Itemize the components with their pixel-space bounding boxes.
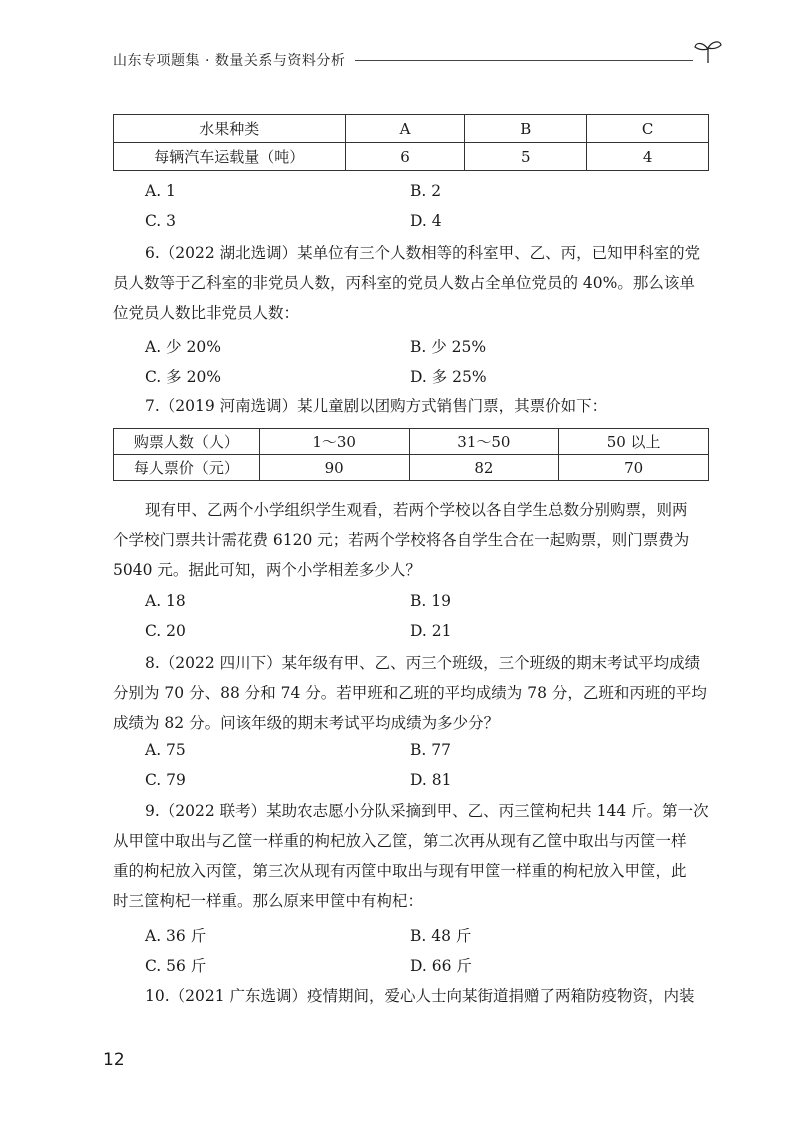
q9-line-2: 从甲筐中取出与乙筐一样重的枸杞放入乙筐，第二次再从现有乙筐中取出与丙筐一样 [113,832,687,850]
table-cell: 90 [259,455,409,481]
q8-option-a: A. 75 [145,741,186,759]
table-cell: 31～50 [409,429,559,455]
q6-line-2: 员人数等于乙科室的非党员人数，丙科室的党员人数占全单位党员的 40%。那么该单 [113,274,695,292]
q7-line-2: 个学校门票共计需花费 6120 元；若两个学校将各自学生合在一起购票，则门票费为 [113,531,690,549]
table-row [114,115,709,143]
q8-line-3: 成绩为 82 分。问该年级的期末考试平均成绩为多少分？ [113,714,500,732]
table-row [114,143,709,171]
q7-option-b: B. 19 [410,592,451,610]
q9-option-b: B. 48 斤 [410,927,472,945]
page-number: 12 [103,1050,125,1070]
q6-option-a: A. 少 20% [145,338,221,356]
table-cell: 50 以上 [559,429,709,455]
q8-line-2: 分别为 70 分、88 分和 74 分。若甲班和乙班的平均成绩为 78 分，乙班和丙班的平均 [113,684,707,702]
table-cell: 每辆汽车运载量（吨） [114,143,346,171]
q7-line-3: 5040 元。据此可知，两个小学相差多少人？ [113,561,421,579]
table-cell: 5 [465,143,587,171]
q8-option-b: B. 77 [410,741,451,759]
q5-option-c: C. 3 [145,212,177,230]
table-cell: 4 [587,143,709,171]
header-title: 山东专项题集 · 数量关系与资料分析 [113,53,346,69]
table-cell: 水果种类 [114,115,346,143]
table-cell: A [345,115,465,143]
q6-option-b: B. 少 25% [410,338,487,356]
q7-option-a: A. 18 [145,592,186,610]
q7-option-c: C. 20 [145,622,186,640]
q6-line-3: 位党员人数比非党员人数： [113,304,300,322]
q7-option-d: D. 21 [410,622,452,640]
q5-option-b: B. 2 [410,182,442,200]
table-row [114,455,709,481]
sprout-icon [693,38,723,64]
q7-intro: 7.（2019 河南选调）某儿童剧以团购方式销售门票，其票价如下： [145,397,608,415]
table-cell: C [587,115,709,143]
table-cell: 每人票价（元） [114,455,260,481]
table-cell: 6 [345,143,465,171]
table-cell: 82 [409,455,559,481]
table-cell: B [465,115,587,143]
q6-option-d: D. 多 25% [410,368,487,386]
q9-option-a: A. 36 斤 [145,927,207,945]
q9-option-c: C. 56 斤 [145,957,207,975]
table-cell: 1～30 [259,429,409,455]
q8-line-1: 8.（2022 四川下）某年级有甲、乙、丙三个班级，三个班级的期末考试平均成绩 [145,654,701,672]
q9-line-1: 9.（2022 联考）某助农志愿小分队采摘到甲、乙、丙三筐枸杞共 144 斤。第一次 [145,802,709,820]
q8-option-c: C. 79 [145,771,186,789]
table-cell: 70 [559,455,709,481]
q7-line-1: 现有甲、乙两个小学组织学生观看，若两个学校以各自学生总数分别购票，则两 [145,501,688,519]
header-rule [355,60,693,61]
q6-line-1: 6.（2022 湖北选调）某单位有三个人数相等的科室甲、乙、丙，已知甲科室的党 [145,244,701,262]
q9-option-d: D. 66 斤 [410,957,472,975]
q5-option-a: A. 1 [145,182,176,200]
q9-line-4: 时三筐枸杞一样重。那么原来甲筐中有枸杞： [113,892,424,910]
fruit-load-table [113,114,709,171]
table-cell: 购票人数（人） [114,429,260,455]
q6-option-c: C. 多 20% [145,368,222,386]
running-header [113,44,723,74]
q10-line-1: 10.（2021 广东选调）疫情期间，爱心人士向某街道捐赠了两箱防疫物资，内装 [145,987,695,1005]
ticket-price-table [113,428,709,481]
q5-option-d: D. 4 [410,212,442,230]
q8-option-d: D. 81 [410,771,452,789]
table-row [114,429,709,455]
q9-line-3: 重的枸杞放入丙筐，第三次从现有丙筐中取出与现有甲筐一样重的枸杞放入甲筐，此 [113,862,687,880]
